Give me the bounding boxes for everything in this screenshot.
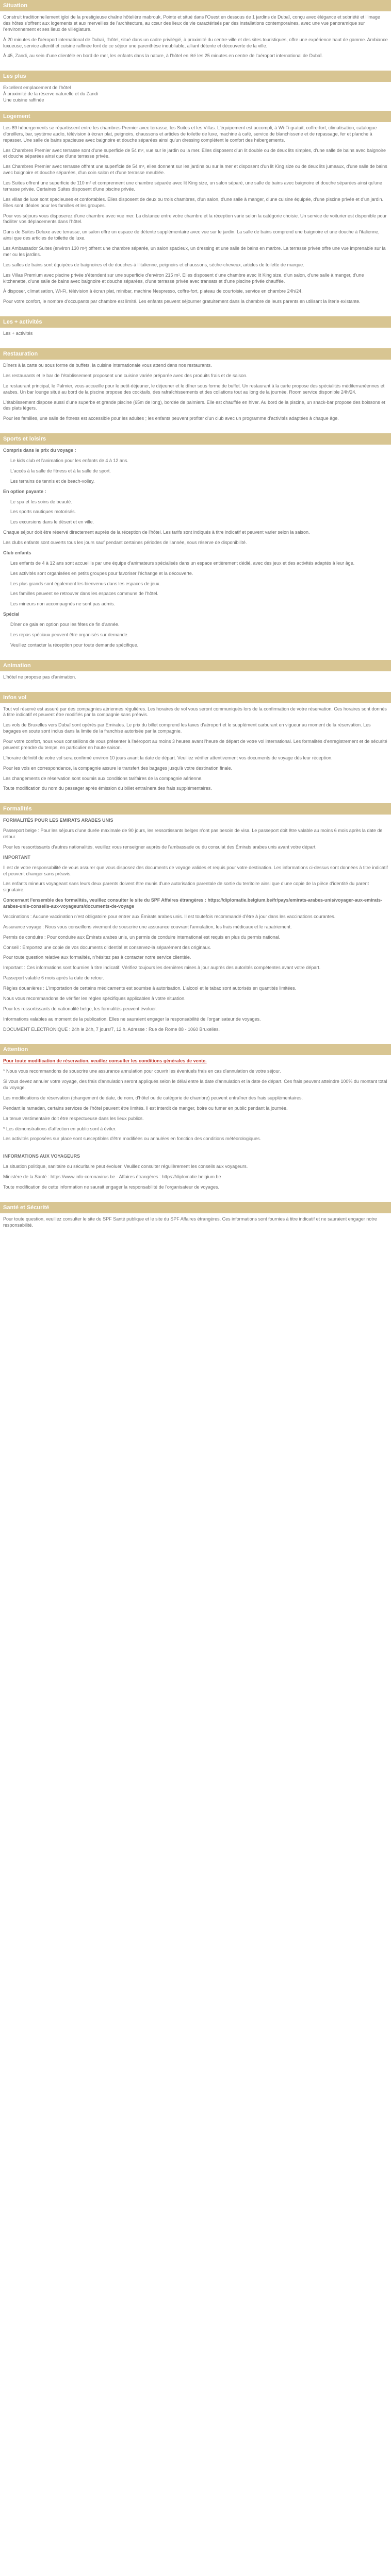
kids-club-list xyxy=(3,561,388,607)
list-item: Les mineurs non accompagnés ne sont pas admis. xyxy=(10,601,116,607)
special-list xyxy=(3,622,388,649)
list-item: Les familles peuvent se retrouver dans les espaces communs de l'hôtel. xyxy=(10,591,158,597)
section-infos-vol-header: Infos vol xyxy=(0,692,391,703)
paragraph: Les salles de bains sont équipées de baignoires et de douches à l'italienne, peignoirs et chaussons, sèche-cheveux, articles de toilette de marque. xyxy=(3,262,304,267)
paragraph: FORMALITÉS POUR LES EMIRATS ARABES UNIS xyxy=(3,818,113,823)
paragraph: Passeport belge : Pour les séjours d'une durée maximale de 90 jours, les ressortissants belges n'ont pas besoin de visa. Le passeport doit être valable au moins 6 mois après la date de retour. xyxy=(3,828,383,839)
list-item: Les repas spéciaux peuvent être organisés sur demande. xyxy=(10,632,129,637)
paragraph: L'établissement dispose aussi d'une superbe et grande piscine (65m de long), bordée de palmiers. Elle est chauffée en hiver. Au bord de la piscine, un snack-bar propose des boissons et des plats légers. xyxy=(3,399,385,411)
paragraph: Le restaurant principal, le Palmier, vous accueille pour le petit-déjeuner, le déjeuner et le dîner sous forme de buffet. Un restaurant à la carte propose des spécialités méditerranéennes et arabes. Un bar lounge situé au bord de la piscine propose des cocktails, des rafraîchissements et des collations tout au long de la journée. Room service disponible 24h/24. xyxy=(3,383,385,395)
section-situation-header: Situation xyxy=(0,0,391,11)
paragraph: Les Ambassador Suites (environ 130 m²) offrent une chambre séparée, un salon spacieux, un dressing et une salle de bains en marbre. La terrasse privée offre une vue imprenable sur la mer ou les jardins. xyxy=(3,246,386,257)
paragraph: Dans de Suites Deluxe avec terrasse, un salon offre un espace de détente supplémentaire avec vue sur le jardin. La salle de bains comprend une baignoire et une douche à l'italienne, ainsi que des articles de toilette de luxe. xyxy=(3,229,380,241)
list-item: Les activités sont organisées en petits groupes pour favoriser l'échange et la découverte. xyxy=(10,570,193,576)
paragraph: Pour les vols en correspondance, la compagnie assure le transfert des bagages jusqu'à votre destination finale. xyxy=(3,765,232,771)
list-item: Les plus grands sont également les bienvenus dans les espaces de jeux. xyxy=(10,581,161,586)
section-formalites xyxy=(0,815,391,1039)
list-item: Veuillez contacter la réception pour toute demande spécifique. xyxy=(10,642,139,648)
paragraph: Les clubs enfants sont ouverts tous les jours sauf pendant certaines périodes de l'année, sous réserve de disponibilité. xyxy=(3,540,247,545)
list-item: Les sports nautiques motorisés. xyxy=(10,509,76,515)
paragraph: À disposer, climatisation, Wi-Fi, télévision à écran plat, minibar, machine Nespresso, coffre-fort, plateau de courtoisie, service en chambre 24h/24. xyxy=(3,289,303,294)
paragraph: Toute modification du nom du passager après émission du billet entraînera des frais supplémentaires. xyxy=(3,786,212,791)
section-infos-vol xyxy=(0,703,391,799)
section-plus-header: Les plus xyxy=(0,71,391,82)
paragraph: L'horaire définitif de votre vol sera confirmé environ 10 jours avant la date de départ. Veuillez vérifier attentivement vos documents de voyage dès leur réception. xyxy=(3,755,333,760)
paragraph: Les vols de Bruxelles vers Dubaï sont opérés par Emirates. Le prix du billet comprend les taxes d'aéroport et le supplément carburant en vigueur au moment de la réservation. Les bagages en soute sont inclus dans la limite de la franchise autorisée par la compagnie. xyxy=(3,722,371,734)
list-item: Les enfants de 4 à 12 ans sont accueillis par une équipe d'animateurs spécialisés dans un espace entièrement dédié, avec des jeux et des activités adaptés à leur âge. xyxy=(10,560,355,566)
spacer xyxy=(3,1146,388,1154)
paragraph: Nous vous recommandons de vérifier les règles spécifiques applicables à votre situation. xyxy=(3,995,186,1001)
paragraph: Les villas de luxe sont spacieuses et confortables. Elles disposent de deux ou trois chambres, d'un salon, d'une salle à manger, d'une cuisine équipée, d'une piscine privée et d'un jardin. Elles sont idéales pour les familles et les groupes. xyxy=(3,196,384,208)
paragraph: Construit traditionnellement igloi de la prestigieuse chaîne hôtelière mabrouk, Pointe et situé dans l'Ouest en dessous de 1 jardins de Dubaï, conçu avec élégance et sobriété et l'image des hôtes s'offrent aux logements et aux merveilles de l'architecture, au cœur des lieux de vie caractérisés par des installations contemporaines, avec une vue panoramique sur l'environnement et ses lieux de villégiature. xyxy=(3,14,380,32)
paragraph: Pour votre confort, le nombre d'occupants par chambre est limité. Les enfants peuvent séjourner gratuitement dans la chambre de leurs parents en utilisant la literie existante. xyxy=(3,299,361,304)
paragraph: Concernant l'ensemble des formalités, veuillez consulter le site du SPF Affaires étrangères : https://diplomatie.belgium.be/fr/pays/emirats-arabes-unis/voyager-aux-emirats-arabes-unis-conseils-aux-voyageurs/documents-de-voyage xyxy=(3,897,383,909)
list-item: Le kids club et l'animation pour les enfants de 4 à 12 ans. xyxy=(10,458,128,463)
special-title: Spécial xyxy=(3,612,20,617)
paragraph: Tout vol réservé est assuré par des compagnies aériennes régulières. Les horaires de vol vous seront communiqués lors de la confirmation de votre réservation. Ces horaires sont donnés à titre indicatif et peuvent être modifiés par la compagnie sans préavis. xyxy=(3,706,387,718)
section-restauration-header: Restauration xyxy=(0,348,391,360)
section-plus xyxy=(0,82,391,106)
sports-included-title: Compris dans le prix du voyage : xyxy=(3,448,76,453)
paragraph: DOCUMENT ÉLECTRONIQUE : 24h le 24h, 7 jours/7, 12 h. Adresse : Rue de Rome 88 - 1060 Bruxelles. xyxy=(3,1026,220,1032)
paragraph: Pour les familles, une salle de fitness est accessible pour les adultes ; les enfants peuvent profiter d'un club avec un programme d'activités adaptées à chaque âge. xyxy=(3,416,339,421)
list-item: Les terrains de tennis et de beach-volley. xyxy=(10,478,95,484)
page xyxy=(0,0,391,1235)
section-sante-header: Santé et Sécurité xyxy=(0,1202,391,1213)
paragraph: * Nous vous recommandons de souscrire une assurance annulation pour couvrir les éventuels frais en cas d'annulation de votre séjour. xyxy=(3,1069,281,1074)
paragraph: Conseil : Emportez une copie de vos documents d'identité et conservez-la séparément des originaux. xyxy=(3,944,211,950)
list-item: Dîner de gala en option pour les fêtes de fin d'année. xyxy=(10,622,120,627)
sports-included-list xyxy=(3,458,388,485)
section-logement-header: Logement xyxy=(0,111,391,122)
paragraph: Assurance voyage : Nous vous conseillons vivement de souscrire une assurance couvrant l'annulation, les frais médicaux et le rapatriement. xyxy=(3,924,292,929)
paragraph: La situation politique, sanitaire ou sécuritaire peut évoluer. Veuillez consulter régulièrement les conseils aux voyageurs. xyxy=(3,1164,248,1170)
paragraph: Passeport valable 6 mois après la date de retour. xyxy=(3,975,104,981)
paragraph: Si vous devez annuler votre voyage, des frais d'annulation seront appliqués selon le délai entre la date d'annulation et la date de départ. Ces frais peuvent atteindre 100% du montant total du voyage. xyxy=(3,1079,387,1090)
paragraph: Chaque séjour doit être réservé directement auprès de la réception de l'hôtel. Les tarifs sont indiqués à titre indicatif et peuvent varier selon la saison. xyxy=(3,530,310,535)
plus-line: À proximité de la réserve naturelle et du Zandi xyxy=(3,91,99,97)
paragraph: Informations valables au moment de la publication. Elles ne sauraient engager la responsabilité de l'organisateur de voyages. xyxy=(3,1016,261,1022)
paragraph: Règles douanières : L'importation de certains médicaments est soumise à autorisation. L'alcool et le tabac sont autorisés en quantités limitées. xyxy=(3,986,297,991)
paragraph: Pour vos séjours vous disposerez d'une chambre avec vue mer. La distance entre votre chambre et la réception varie selon la catégorie choisie. Un service de voiturier est disponible pour faciliter vos déplacements dans l'hôtel. xyxy=(3,213,387,225)
section-sports xyxy=(0,445,391,655)
paragraph: Pour toute question, veuillez consulter le site du SPF Santé publique et le site du SPF Affaires étrangères. Ces informations sont fournies à titre indicatif et ne sauraient engager notre responsabilité. xyxy=(3,1216,377,1228)
list-item: Le spa et les soins de beauté. xyxy=(10,499,72,504)
paragraph: Pendant le ramadan, certains services de l'hôtel peuvent être limités. Il est interdit de manger, boire ou fumer en public pendant la journée. xyxy=(3,1105,288,1111)
warning-link[interactable]: Pour toute modification de réservation, veuillez consulter les conditions générales de vente. xyxy=(3,1058,207,1064)
paragraph: La tenue vestimentaire doit être respectueuse dans les lieux publics. xyxy=(3,1115,144,1121)
section-activites-header: Les + activités xyxy=(0,316,391,328)
section-attention-header: Attention xyxy=(0,1044,391,1055)
section-attention xyxy=(0,1055,391,1196)
paragraph: Il est de votre responsabilité de vous assurer que vous disposez des documents de voyage valides et requis pour votre destination. Les informations ci-dessus sont données à titre indicatif et peuvent changer sans préavis. xyxy=(3,865,388,876)
plus-line: Une cuisine raffinée xyxy=(3,97,44,103)
paragraph: * Les démonstrations d'affection en public sont à éviter. xyxy=(3,1126,117,1131)
section-situation xyxy=(0,11,391,65)
section-activites xyxy=(0,328,391,343)
paragraph: Dîners à la carte ou sous forme de buffets, la cuisine internationale vous attend dans nos restaurants. xyxy=(3,363,212,368)
section-restauration xyxy=(0,360,391,428)
section-formalites-header: Formalités xyxy=(0,803,391,815)
paragraph: IMPORTANT xyxy=(3,854,30,860)
paragraph: Pour votre confort, nous vous conseillons de vous présenter à l'aéroport au moins 3 heures avant l'heure de départ de votre vol international. Les formalités d'enregistrement et de sécurité peuvent prendre du temps, en particulier en haute saison. xyxy=(3,739,387,750)
section-sports-header: Sports et loisirs xyxy=(0,433,391,445)
section-sante xyxy=(0,1213,391,1235)
paragraph: Les Chambres Premier avec terrasse offrent une superficie de 54 m², elles donnent sur les jardins ou sur la mer et disposent d'un lit King size ou de deux lits jumeaux, d'une salle de bains avec baignoire et douche séparées, d'un coin salon et d'une terrasse meublée. xyxy=(3,164,387,176)
paragraph: INFORMATIONS AUX VOYAGEURS xyxy=(3,1154,80,1159)
paragraph: À 20 minutes de l'aéroport international de Dubaï, l'hôtel, situé dans un cadre privilégié, à proximité du centre-ville et des sites touristiques, offre une expérience haut de gamme. Ambiance luxueuse, service attentif et cuisine raffinée font de ce séjour une parenthèse inoubliable, alliant détente et découverte de la ville. xyxy=(3,37,388,48)
paragraph: Les changements de réservation sont soumis aux conditions tarifaires de la compagnie aérienne. xyxy=(3,775,203,781)
paragraph: Les + activités xyxy=(3,331,33,336)
paragraph: Les restaurants et le bar de l'établissement proposent une cuisine variée préparée avec des produits frais et de saison. xyxy=(3,372,248,378)
paragraph: Les Chambres Premier avec terrasse sont d'une superficie de 54 m², vue sur le jardin ou la mer. Elles disposent d'un lit double ou de deux lits simples, d'une salle de bains avec baignoire et douche séparées ainsi que d'une terrasse privée. xyxy=(3,147,386,159)
paragraph: Toute modification de cette information ne saurait engager la responsabilité de l'organisateur de voyages. xyxy=(3,1184,219,1190)
kids-club-title: Club enfants xyxy=(3,550,31,555)
paragraph: Les modifications de réservation (changement de date, de nom, d'hôtel ou de catégorie de chambre) peuvent entraîner des frais supplémentaires. xyxy=(3,1095,303,1100)
paragraph: Les 89 hébergements se répartissent entre les chambres Premier avec terrasse, les Suites et les Villas. L'équipement est accompli, à Wi-Fi gratuit, coffre-fort, climatisation, catalogue d'oreillers, bar, système audio, télévision à écran plat, peignoirs, chaussons et articles de toilette de luxe, machine à café, service de blanchisserie et de repassage, fer et planche à repasser. Une salle de bains spacieuse avec baignoire et douche séparées ainsi qu'un dressing complètent le confort des hébergements. xyxy=(3,125,377,143)
paragraph: Pour toute question relative aux formalités, n'hésitez pas à contacter notre service clientèle. xyxy=(3,955,191,960)
paragraph: Vaccinations : Aucune vaccination n'est obligatoire pour entrer aux Émirats arabes unis. Il est toutefois recommandé d'être à jour dans les vaccinations courantes. xyxy=(3,913,336,919)
plus-line: Excellent emplacement de l'hôtel xyxy=(3,85,71,91)
paragraph: L'hôtel ne propose pas d'animation. xyxy=(3,674,76,680)
list-item: Les excursions dans le désert et en ville. xyxy=(10,519,94,525)
section-animation xyxy=(0,671,391,687)
paragraph: Les enfants mineurs voyageant sans leurs deux parents doivent être munis d'une autorisation parentale de sortie du territoire ainsi que d'une copie de la pièce d'identité du parent signataire. xyxy=(3,881,369,893)
sports-option-list xyxy=(3,499,388,526)
paragraph: Pour les ressortissants d'autres nationalités, veuillez vous renseigner auprès de l'ambassade ou du consulat des Émirats arabes unis avant votre départ. xyxy=(3,844,317,850)
paragraph: Les Suites offrent une superficie de 110 m² et comprennent une chambre séparée avec lit King size, un salon séparé, une salle de bains avec baignoire et douche séparées ainsi qu'une terrasse privée. Certaines Suites disposent d'une piscine privée. xyxy=(3,180,382,192)
list-item: L'accès à la salle de fitness et à la salle de sport. xyxy=(10,468,111,473)
paragraph[interactable]: Ministère de la Santé : https://www.info-coronavirus.be · Affaires étrangères : https://diplomatie.belgium.be xyxy=(3,1174,221,1179)
paragraph: Pour les ressortissants de nationalité belge, les formalités peuvent évoluer. xyxy=(3,1006,157,1011)
paragraph: Les activités proposées sur place sont susceptibles d'être modifiées ou annulées en fonction des conditions météorologiques. xyxy=(3,1136,262,1142)
paragraph: Permis de conduire : Pour conduire aux Émirats arabes unis, un permis de conduire international est requis en plus du permis national. xyxy=(3,934,281,940)
sports-option-title: En option payante : xyxy=(3,488,46,494)
paragraph: Les Villas Premium avec piscine privée s'étendent sur une superficie d'environ 215 m². Elles disposent d'une chambre avec lit King size, d'un salon, d'une salle à manger, d'une kitchenette, d'une salle de bains avec baignoire et douche séparées, d'une terrasse privée avec transats et d'une piscine privée chauffée. xyxy=(3,272,364,284)
paragraph: À 45, Zandi, au sein d'une clientèle en bord de mer, les enfants dans la nature, à l'hôtel en été les 25 minutes en centre de l'aéroport international de Dubaï. xyxy=(3,53,323,59)
section-logement xyxy=(0,122,391,311)
paragraph: Important : Ces informations sont fournies à titre indicatif. Vérifiez toujours les dernières mises à jour auprès des autorités compétentes avant votre départ. xyxy=(3,965,321,971)
section-animation-header: Animation xyxy=(0,660,391,671)
